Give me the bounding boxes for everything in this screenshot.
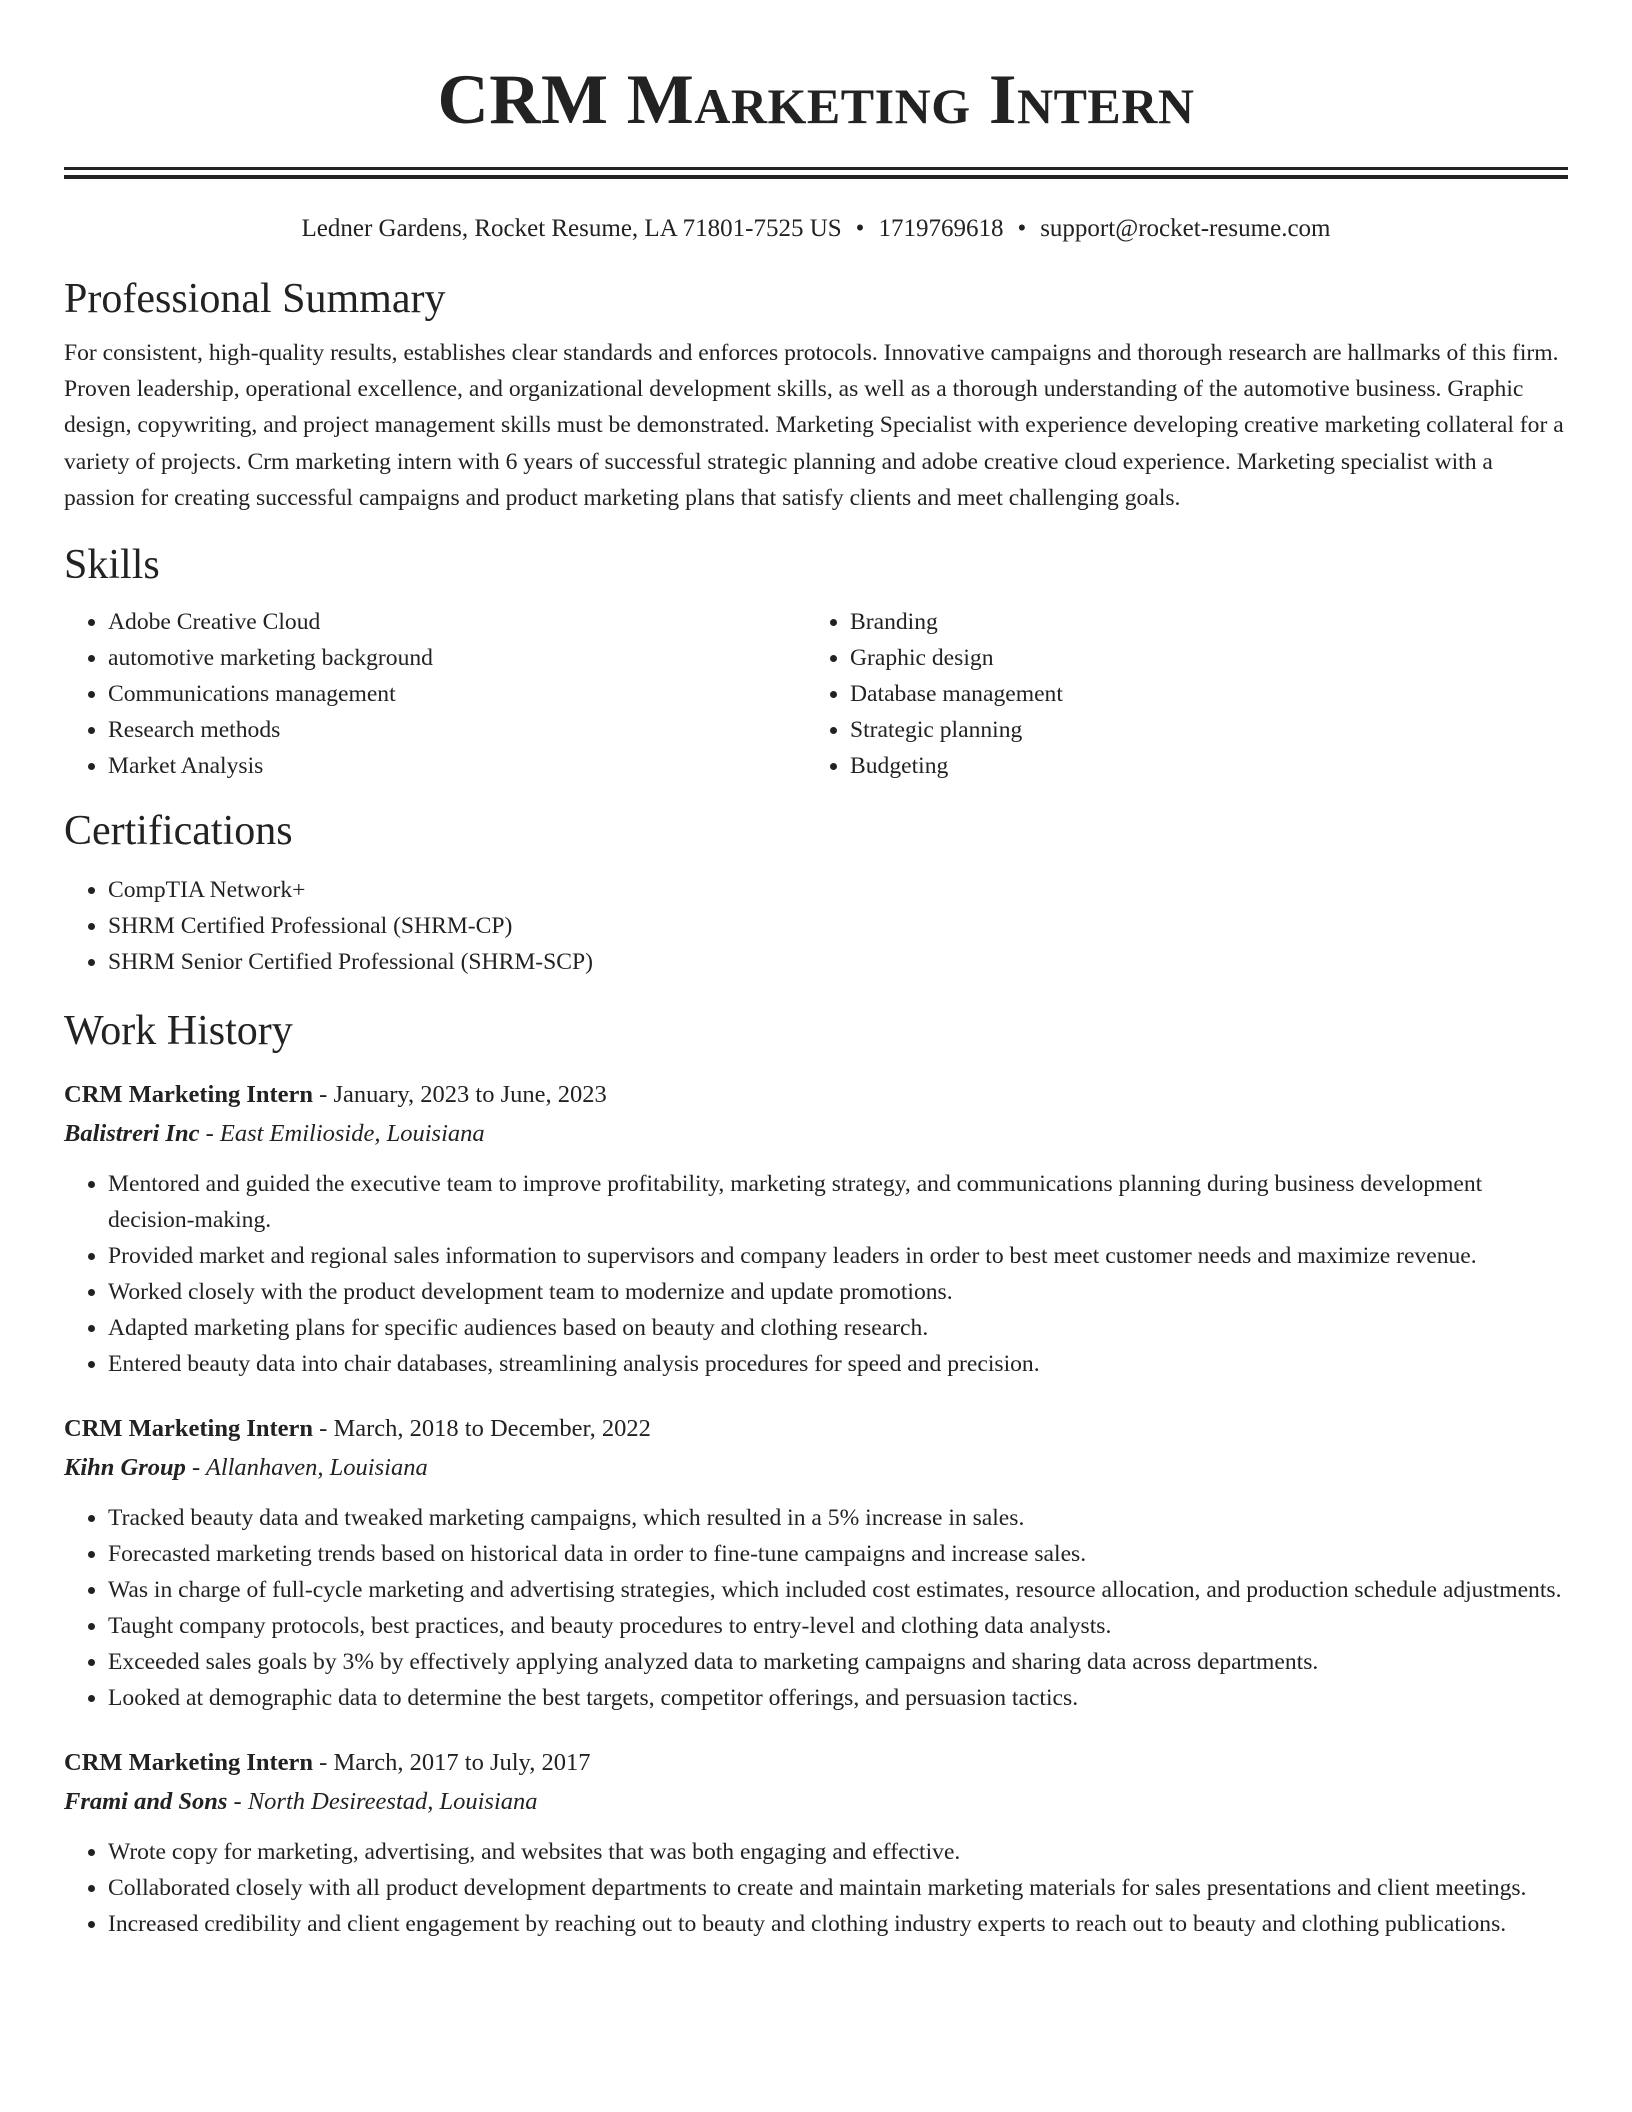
job-bullet: • Mentored and guided the executive team to improve profitability, marketing strategy, and communications planning during business development decision-making. xyxy=(108,1166,1568,1238)
contact-separator: • xyxy=(1017,215,1027,242)
job-dates: - March, 2017 to July, 2017 xyxy=(313,1749,591,1777)
job-location: - East Emilioside, Louisiana xyxy=(199,1120,485,1148)
job-company-line xyxy=(64,1114,1568,1154)
job-dates: - January, 2023 to June, 2023 xyxy=(313,1081,607,1109)
skills-list-left xyxy=(64,604,806,784)
job-bullet: • Exceeded sales goals by 3% by effectively applying analyzed data to marketing campaigns and sharing data across departments. xyxy=(108,1644,1568,1680)
job-bullets xyxy=(64,1166,1568,1382)
job-bullet: • Adapted marketing plans for specific audiences based on beauty and clothing research. xyxy=(108,1310,1568,1346)
job-location: - Allanhaven, Louisiana xyxy=(185,1454,428,1482)
skill-item: • Graphic design xyxy=(850,640,1548,676)
skills-heading: Skills xyxy=(64,542,160,589)
job-company: Frami and Sons xyxy=(64,1788,228,1816)
certification-item: • SHRM Senior Certified Professional (SHRM-SCP) xyxy=(108,944,1568,980)
job-entry xyxy=(64,1744,1568,1942)
certification-item: • SHRM Certified Professional (SHRM-CP) xyxy=(108,908,1568,944)
summary-heading: Professional Summary xyxy=(64,276,446,322)
job-bullets xyxy=(64,1834,1568,1942)
job-bullet: • Was in charge of full-cycle marketing and advertising strategies, which included cost estimates, resource allocation, and production schedule adjustments. xyxy=(108,1572,1568,1608)
job-title-line xyxy=(64,1076,1568,1114)
contact-separator: • xyxy=(855,215,865,242)
resume-name: CRM Marketing Intern xyxy=(437,61,1195,139)
job-bullet: • Entered beauty data into chair databases, streamlining analysis procedures for speed and precision. xyxy=(108,1346,1568,1382)
job-company: Balistreri Inc xyxy=(64,1120,200,1148)
job-company-line xyxy=(64,1782,1568,1822)
contact-phone: 1719769618 xyxy=(878,215,1004,242)
job-title-line xyxy=(64,1410,1568,1448)
skill-item: • Adobe Creative Cloud xyxy=(108,604,806,640)
job-bullet: • Wrote copy for marketing, advertising, and websites that was both engaging and effective. xyxy=(108,1834,1568,1870)
job-bullet: • Provided market and regional sales information to supervisors and company leaders in order to best meet customer needs and maximize revenue. xyxy=(108,1238,1568,1274)
certifications-heading: Certifications xyxy=(64,808,293,855)
skill-item: • Research methods xyxy=(108,712,806,748)
skill-item: • Strategic planning xyxy=(850,712,1548,748)
skill-item: • Communications management xyxy=(108,676,806,712)
summary-text: For consistent, high-quality results, establishes clear standards and enforces protocols. Innovative campaigns and thorough research are hallmarks of this firm. Proven leadership, operational excellence, and organizational development skills, as well as a thorough understanding of the automotive business. Graphic design, copywriting, and project management skills must be demonstrated. Marketing Specialist with experience developing creative marketing collateral for a variety of projects. Crm marketing intern with 6 years of successful strategic planning and adobe creative cloud experience. Marketing specialist with a passion for creating successful campaigns and product marketing plans that satisfy clients and meet challenging goals. xyxy=(64,340,1564,511)
job-bullet: • Worked closely with the product development team to modernize and update promotions. xyxy=(108,1274,1568,1310)
certification-item: • CompTIA Network+ xyxy=(108,872,1568,908)
skill-item: • automotive marketing background xyxy=(108,640,806,676)
skills-grid xyxy=(64,604,1568,784)
skills-column-right xyxy=(806,604,1548,784)
contact-email: support@rocket-resume.com xyxy=(1040,215,1331,242)
job-role: CRM Marketing Intern xyxy=(64,1415,314,1443)
job-bullet: • Increased credibility and client engagement by reaching out to beauty and clothing industry experts to reach out to beauty and clothing publications. xyxy=(108,1906,1568,1942)
job-bullet: • Tracked beauty data and tweaked marketing campaigns, which resulted in a 5% increase in sales. xyxy=(108,1500,1568,1536)
job-role: CRM Marketing Intern xyxy=(64,1749,314,1777)
job-entry xyxy=(64,1076,1568,1382)
skills-column-left xyxy=(64,604,806,784)
job-bullet: • Collaborated closely with all product development departments to create and maintain marketing materials for sales presentations and client meetings. xyxy=(108,1870,1568,1906)
job-bullets xyxy=(64,1500,1568,1716)
job-dates: - March, 2018 to December, 2022 xyxy=(313,1415,651,1443)
job-company: Kihn Group xyxy=(64,1454,186,1482)
job-role: CRM Marketing Intern xyxy=(64,1081,314,1109)
skill-item: • Market Analysis xyxy=(108,748,806,784)
job-company-line xyxy=(64,1448,1568,1488)
job-bullet: • Forecasted marketing trends based on historical data in order to fine-tune campaigns and increase sales. xyxy=(108,1536,1568,1572)
skill-item: • Database management xyxy=(850,676,1548,712)
job-bullet: • Taught company protocols, best practices, and beauty procedures to entry-level and clothing data analysts. xyxy=(108,1608,1568,1644)
work-history-heading: Work History xyxy=(64,1008,293,1055)
job-bullet: • Looked at demographic data to determine the best targets, competitor offerings, and persuasion tactics. xyxy=(108,1680,1568,1716)
job-location: - North Desireestad, Louisiana xyxy=(227,1788,538,1816)
certifications-list xyxy=(64,872,1568,980)
header-divider xyxy=(64,167,1568,179)
contact-address: Ledner Gardens, Rocket Resume, LA 71801-7525 US xyxy=(301,215,842,242)
skills-list-right xyxy=(806,604,1548,784)
skill-item: • Budgeting xyxy=(850,748,1548,784)
skill-item: • Branding xyxy=(850,604,1548,640)
contact-line xyxy=(64,213,1568,245)
job-entry xyxy=(64,1410,1568,1716)
job-title-line xyxy=(64,1744,1568,1782)
